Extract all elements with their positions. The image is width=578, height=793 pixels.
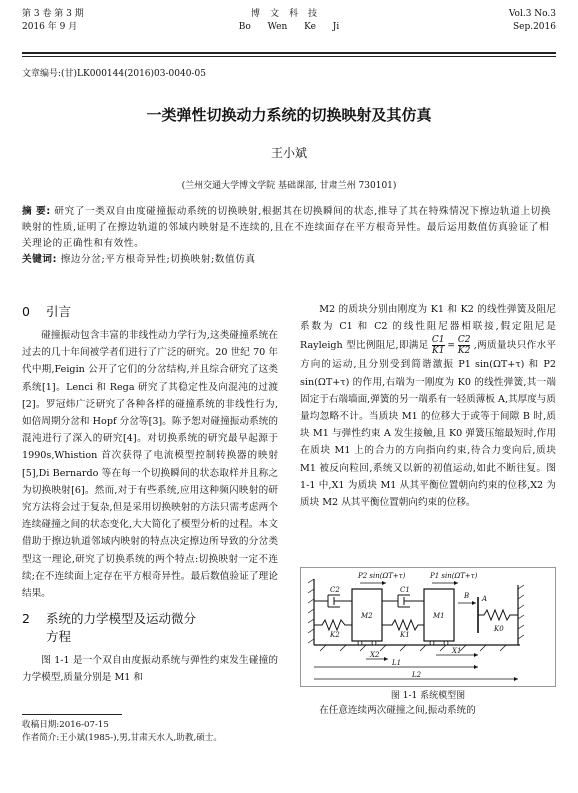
formula-num-right: C2 xyxy=(457,335,471,346)
article-number: 文章编号:(甘)LK000144(2016)03-0040-05 xyxy=(22,69,206,79)
intro-paragraph: 碰撞振动包含丰富的非线性动力学行为,这类碰撞系统在过去的几十年间被学者们进行了广泛的研究。20 世纪 70 年代中期,Feigin 公开了它们的分岔结构,并且综合研究了这类系统[1]。Lenci 和 Rega 研究了其稳定性及向混沌的过渡[2]。罗冠炜广泛研究了各种各样的碰撞系统的非线性行为,如倍周期分岔和 Hopf 分岔等[3]。陈予恕对碰撞振动系统的混沌进行了深入的研究[4]。对切换系统的研究最早起源于 1990s,Whistion 首次获得了电流模型控制转换器的映射[5],Di Bernardo 等在每一个切换瞬间的状态取样并且称之为切换映射[6]。然而,对于有些系统,应用这种频闪映射的研究方法将会过于复杂,但是采用切换映射的方法只需考虑两个连续碰撞之间的状态变化,大大简化了模型分析的过程。本文借助于擦边轨道邻域内映射的特点决定擦边所导致的分岔类型这一理论,研究了切换系统的两个特点:切换映射一定不连续;在不连续面上定存在平方根奇异性。最后数值验证了理论结果。 xyxy=(22,330,278,600)
label-a: A xyxy=(482,595,488,603)
model-paragraph-cont xyxy=(300,301,556,511)
label-m2: M2 xyxy=(361,612,373,620)
journal-name-pinyin: Bo Wen Ke Ji xyxy=(238,22,340,32)
spring-k2 xyxy=(314,620,352,630)
figure-caption: 图 1-1 系统模型图 xyxy=(390,691,466,701)
section-number: 0 xyxy=(22,304,30,319)
formula-num-left: C1 xyxy=(431,335,445,346)
section-heading-model xyxy=(22,610,278,646)
damper-c2 xyxy=(314,595,352,607)
label-m1: M1 xyxy=(433,612,445,620)
abstract-block xyxy=(22,204,556,268)
abstract xyxy=(22,204,556,252)
label-k2: K2 xyxy=(330,631,340,639)
system-model-figure xyxy=(300,567,556,687)
journal-date: 2016 年 9 月 xyxy=(22,22,78,32)
author-bio: 作者简介:王小斌(1985-),男,甘肃天水人,助教,硕士。 xyxy=(22,733,222,743)
section-title-cont: 方程 xyxy=(46,629,72,645)
model-text-b: ,两质量块只作水平方向的运动,且分别受到简谐激振 P1 sin(ΩT+τ) 和 P2 sin(ΩT+τ) 的作用,右端为一刚度为 K0 的线性弹簧,其一端固定于右端墙面,弹簧的另一端系有一轻质薄板 A,其厚度与质量均忽略不计。当质块 M1 的位移大于或等于间隙 B 时,质块 M1 与弹性约束 A 发生接触,且 K0 弹簧压缩最短时,作用在质块 M1 上的合力的方向指向约束,待合力变向后,质块 M1 被反向粒回,系统又以新的初值运动,如此不断往复。图 1-1 中,X1 为质块 M1 从其平衡位置朝向约束的位移,X2 为质块 M2 从其平衡位置朝向约束的位移。 xyxy=(300,340,556,509)
label-k1: K1 xyxy=(400,631,410,639)
journal-date-en: Sep.2016 xyxy=(512,22,556,32)
running-header xyxy=(22,8,556,52)
keywords xyxy=(22,252,556,268)
label-x2: X2 xyxy=(370,651,380,659)
author-affiliation: (兰州交通大学博文学院 基础课部, 甘肃兰州 730101) xyxy=(181,181,397,191)
formula-den-left: K1 xyxy=(432,346,445,357)
right-column-last-line: 在任意连续两次碰撞之间,振动系统的 xyxy=(319,705,476,716)
left-column xyxy=(22,301,278,687)
damper-c1 xyxy=(382,595,424,607)
section-number: 2 xyxy=(22,611,30,627)
header-rule xyxy=(22,52,556,54)
section-heading-intro xyxy=(22,303,278,321)
right-column xyxy=(300,301,556,511)
journal-volume-en: Vol.3 No.3 xyxy=(508,9,556,19)
model-paragraph: 图 1-1 是一个双自由度振动系统与弹性约束发生碰撞的力学模型,质量分别是 M1 和 xyxy=(22,655,278,684)
footnote-rule xyxy=(22,714,122,715)
label-k0: K0 xyxy=(494,625,504,633)
label-p2: P2 sin(ΩT+τ) xyxy=(358,572,406,580)
spring-k0 xyxy=(478,610,518,620)
spring-k1 xyxy=(382,620,424,630)
label-c1: C1 xyxy=(400,586,410,594)
header-rule-thin xyxy=(22,56,556,57)
keywords-label: 关键词: xyxy=(22,254,58,265)
label-x1: X1 xyxy=(452,647,462,655)
model-text-a: M2 的质块分别由刚度为 K1 和 K2 的线性弹簧及阻尼系数为 C1 和 C2 的线性阻尼器相联接,假定阻尼是 Rayleigh 型比例阻尼,即满足 xyxy=(300,304,556,352)
journal-name: 博文科技 xyxy=(250,9,327,19)
label-l1: L1 xyxy=(392,659,402,667)
label-b: B xyxy=(464,592,470,600)
label-p1: P1 sin(ΩT+τ) xyxy=(430,572,478,580)
label-l2: L2 xyxy=(412,671,422,679)
damping-ratio-formula: $\frac{C1}{K1}$ = $\frac{C2}{K2}$ xyxy=(431,335,471,357)
received-date: 收稿日期:2016-07-15 xyxy=(22,720,109,730)
abstract-label: 摘 要: xyxy=(22,206,51,217)
paper-author: 王小斌 xyxy=(270,146,307,160)
journal-volume-issue: 第 3 卷 第 3 期 xyxy=(22,9,84,19)
section-title: 引言 xyxy=(46,304,72,319)
section-title: 系统的力学模型及运动微分 xyxy=(46,611,197,627)
paper-title: 一类弹性切换动力系统的切换映射及其仿真 xyxy=(146,106,432,124)
formula-den-right: K2 xyxy=(457,346,471,357)
keywords-text: 擦边分岔;平方根奇异性;切换映射;数值仿真 xyxy=(60,254,256,265)
label-c2: C2 xyxy=(330,586,340,594)
abstract-text: 研究了一类双自由度碰撞振动系统的切换映射,根据其在切换瞬间的状态,推导了其在特殊情况下擦边轨道上切换映射的性质,证明了在擦边轨道的邻域内映射是不连续的,且在不连续面存在平方根奇异性。最后运用数值仿真验证了相关理论的正确性和有效性。 xyxy=(22,206,552,249)
